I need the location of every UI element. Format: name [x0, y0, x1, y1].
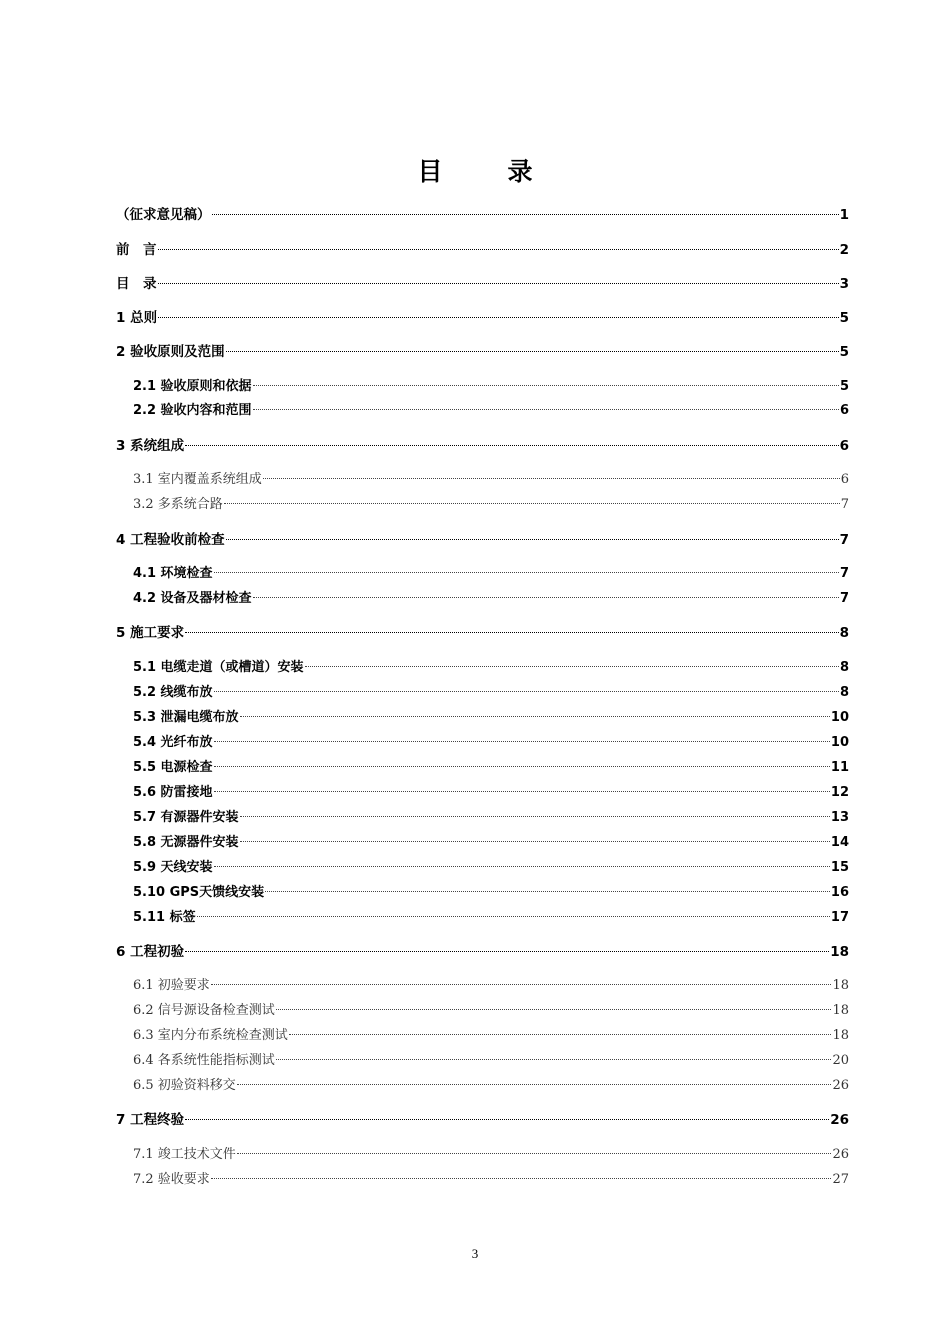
toc-leader — [276, 1059, 832, 1060]
toc-leader — [253, 597, 839, 598]
toc-entry-page: 3 — [839, 276, 849, 292]
toc-leader — [237, 1153, 832, 1154]
toc-entry-page: 14 — [830, 835, 849, 850]
toc-leader — [197, 916, 830, 917]
toc-leader — [214, 791, 830, 792]
toc-leader — [240, 816, 830, 817]
toc-entry[interactable] — [133, 808, 849, 828]
toc-leader — [240, 841, 830, 842]
toc-entry-title: 4.1 环境检查 — [133, 566, 213, 581]
toc-entry-title: 5.4 光纤布放 — [133, 735, 213, 750]
toc-entry[interactable] — [116, 274, 849, 294]
toc-leader — [224, 503, 840, 504]
toc-leader — [214, 766, 830, 767]
toc-leader — [212, 214, 839, 215]
toc-entry[interactable] — [116, 240, 849, 260]
toc-entry-title: 5.11 标签 — [133, 910, 196, 925]
toc-leader — [158, 317, 839, 318]
toc-entry-page: 5 — [839, 344, 849, 360]
toc-entry-page: 17 — [830, 910, 849, 925]
toc-entry-title: 6.5 初验资料移交 — [133, 1078, 236, 1093]
toc-entry[interactable] — [116, 436, 849, 456]
toc-entry[interactable] — [133, 908, 849, 928]
toc-entry[interactable] — [133, 401, 849, 421]
toc-entry-title: 6 工程初验 — [116, 944, 185, 960]
toc-entry-page: 6 — [840, 472, 849, 487]
toc-entry[interactable] — [133, 1026, 849, 1046]
toc-entry-title: 6.4 各系统性能指标测试 — [133, 1053, 275, 1068]
toc-entry-page: 5 — [839, 379, 849, 394]
toc-leader — [214, 866, 830, 867]
toc-entry-page: 18 — [830, 944, 849, 960]
toc-entry[interactable] — [116, 530, 849, 550]
toc-leader — [158, 283, 839, 284]
toc-entry[interactable] — [133, 1170, 849, 1190]
toc-entry-page: 7 — [839, 591, 849, 606]
toc-entry[interactable] — [133, 833, 849, 853]
toc-entry-page: 12 — [830, 785, 849, 800]
toc-entry-page: 7 — [839, 566, 849, 581]
toc-entry[interactable] — [133, 1145, 849, 1165]
toc-entry-title: 5.7 有源器件安装 — [133, 810, 239, 825]
toc-leader — [211, 1178, 832, 1179]
toc-leader — [263, 478, 840, 479]
toc-entry[interactable] — [133, 1076, 849, 1096]
toc-entry-title: 7.1 竣工技术文件 — [133, 1147, 236, 1162]
toc-entry-title: 目 录 — [116, 276, 157, 292]
toc-entry[interactable] — [133, 783, 849, 803]
toc-leader — [253, 409, 839, 410]
toc-leader — [226, 539, 839, 540]
toc-entry-page: 15 — [830, 860, 849, 875]
toc-entry-page: 5 — [839, 310, 849, 326]
page-number: 3 — [471, 1246, 479, 1261]
toc-entry-title: 5.6 防雷接地 — [133, 785, 213, 800]
toc-entry-page: 18 — [832, 1003, 849, 1018]
toc-entry-page: 6 — [839, 438, 849, 454]
toc-entry-title: 6.3 室内分布系统检查测试 — [133, 1028, 288, 1043]
toc-entry-title: 5.2 线缆布放 — [133, 685, 213, 700]
toc-entry-title: 7 工程终验 — [116, 1112, 185, 1128]
toc-entry-title: 2 验收原则及范围 — [116, 344, 225, 360]
toc-leader — [226, 351, 839, 352]
toc-entry-page: 18 — [832, 1028, 849, 1043]
toc-entry-page: 27 — [832, 1172, 849, 1187]
toc-entry-title: 3.2 多系统合路 — [133, 497, 223, 512]
toc-entry-title: 5 施工要求 — [116, 625, 185, 641]
toc-entry-page: 26 — [832, 1078, 849, 1093]
toc-leader — [253, 385, 839, 386]
toc-entry[interactable] — [133, 758, 849, 778]
toc-entry[interactable] — [133, 1001, 849, 1021]
toc-entry-page: 1 — [839, 207, 849, 223]
toc-entry[interactable] — [133, 470, 849, 490]
toc-entry[interactable] — [116, 308, 849, 328]
toc-entry-title: 6.1 初验要求 — [133, 978, 210, 993]
toc-entry[interactable] — [133, 858, 849, 878]
toc-leader — [185, 632, 839, 633]
toc-entry-page: 10 — [830, 735, 849, 750]
toc-entry-title: 6.2 信号源设备检查测试 — [133, 1003, 275, 1018]
toc-entry-page: 8 — [839, 625, 849, 641]
toc-entry[interactable] — [133, 1051, 849, 1071]
toc-leader — [185, 1119, 829, 1120]
toc-entry-title: 4 工程验收前检查 — [116, 532, 225, 548]
toc-entry[interactable] — [133, 733, 849, 753]
toc-entry[interactable] — [133, 495, 849, 515]
toc-entry-page: 13 — [830, 810, 849, 825]
toc-entry-title: 2.1 验收原则和依据 — [133, 379, 252, 394]
toc-entry-title: 5.1 电缆走道（或槽道）安装 — [133, 660, 304, 675]
toc-entry-title: 3 系统组成 — [116, 438, 185, 454]
toc-leader — [265, 891, 830, 892]
toc-entry-title: 5.10 GPS天馈线安装 — [133, 885, 265, 900]
toc-entry-page: 8 — [839, 660, 849, 675]
toc-entry[interactable] — [133, 564, 849, 584]
toc-entry[interactable] — [133, 708, 849, 728]
toc-leader — [305, 666, 839, 667]
toc-entry-page: 8 — [839, 685, 849, 700]
toc-entry-page: 11 — [830, 760, 849, 775]
toc-leader — [185, 445, 839, 446]
toc-entry[interactable] — [133, 883, 849, 903]
toc-entry-title: 7.2 验收要求 — [133, 1172, 210, 1187]
toc-entry-page: 6 — [839, 403, 849, 418]
toc-leader — [276, 1009, 832, 1010]
toc-entry-page: 7 — [840, 497, 849, 512]
toc-entry-page: 16 — [830, 885, 849, 900]
toc-entry-page: 7 — [839, 532, 849, 548]
toc-entry-title: 前 言 — [116, 242, 157, 258]
toc-leader — [211, 984, 832, 985]
toc-entry-title: 4.2 设备及器材检查 — [133, 591, 252, 606]
toc-entry[interactable] — [116, 1110, 849, 1130]
toc-entry[interactable] — [133, 976, 849, 996]
toc-leader — [237, 1084, 832, 1085]
toc-leader — [214, 741, 830, 742]
toc-entry-title: 3.1 室内覆盖系统组成 — [133, 472, 262, 487]
toc-entry[interactable] — [133, 658, 849, 678]
toc-entry[interactable] — [116, 342, 849, 362]
toc-entry-title: 5.9 天线安装 — [133, 860, 213, 875]
toc-entry-title: 5.8 无源器件安装 — [133, 835, 239, 850]
toc-leader — [240, 716, 830, 717]
toc-entry-page: 26 — [832, 1147, 849, 1162]
toc-entry[interactable] — [133, 683, 849, 703]
toc-leader — [158, 249, 839, 250]
toc-leader — [289, 1034, 832, 1035]
toc-entry-title: 5.5 电源检查 — [133, 760, 213, 775]
toc-leader — [214, 572, 839, 573]
toc-entry[interactable] — [116, 205, 849, 225]
toc-entry-page: 26 — [830, 1112, 849, 1128]
toc-leader — [185, 951, 829, 952]
toc-entry[interactable] — [133, 589, 849, 609]
page-title: 目 录 — [417, 157, 553, 186]
toc-entry-title: （征求意见稿） — [116, 207, 211, 223]
toc-entry-page: 10 — [830, 710, 849, 725]
toc-entry-title: 1 总则 — [116, 310, 158, 326]
toc-entry-title: 2.2 验收内容和范围 — [133, 403, 252, 418]
toc-entry-page: 20 — [832, 1053, 849, 1068]
toc-entry[interactable] — [116, 942, 849, 962]
toc-leader — [214, 691, 839, 692]
toc-entry-title: 5.3 泄漏电缆布放 — [133, 710, 239, 725]
toc-entry-page: 18 — [832, 978, 849, 993]
toc-entry-page: 2 — [839, 242, 849, 258]
toc-entry[interactable] — [116, 623, 849, 643]
toc-entry[interactable] — [133, 377, 849, 397]
